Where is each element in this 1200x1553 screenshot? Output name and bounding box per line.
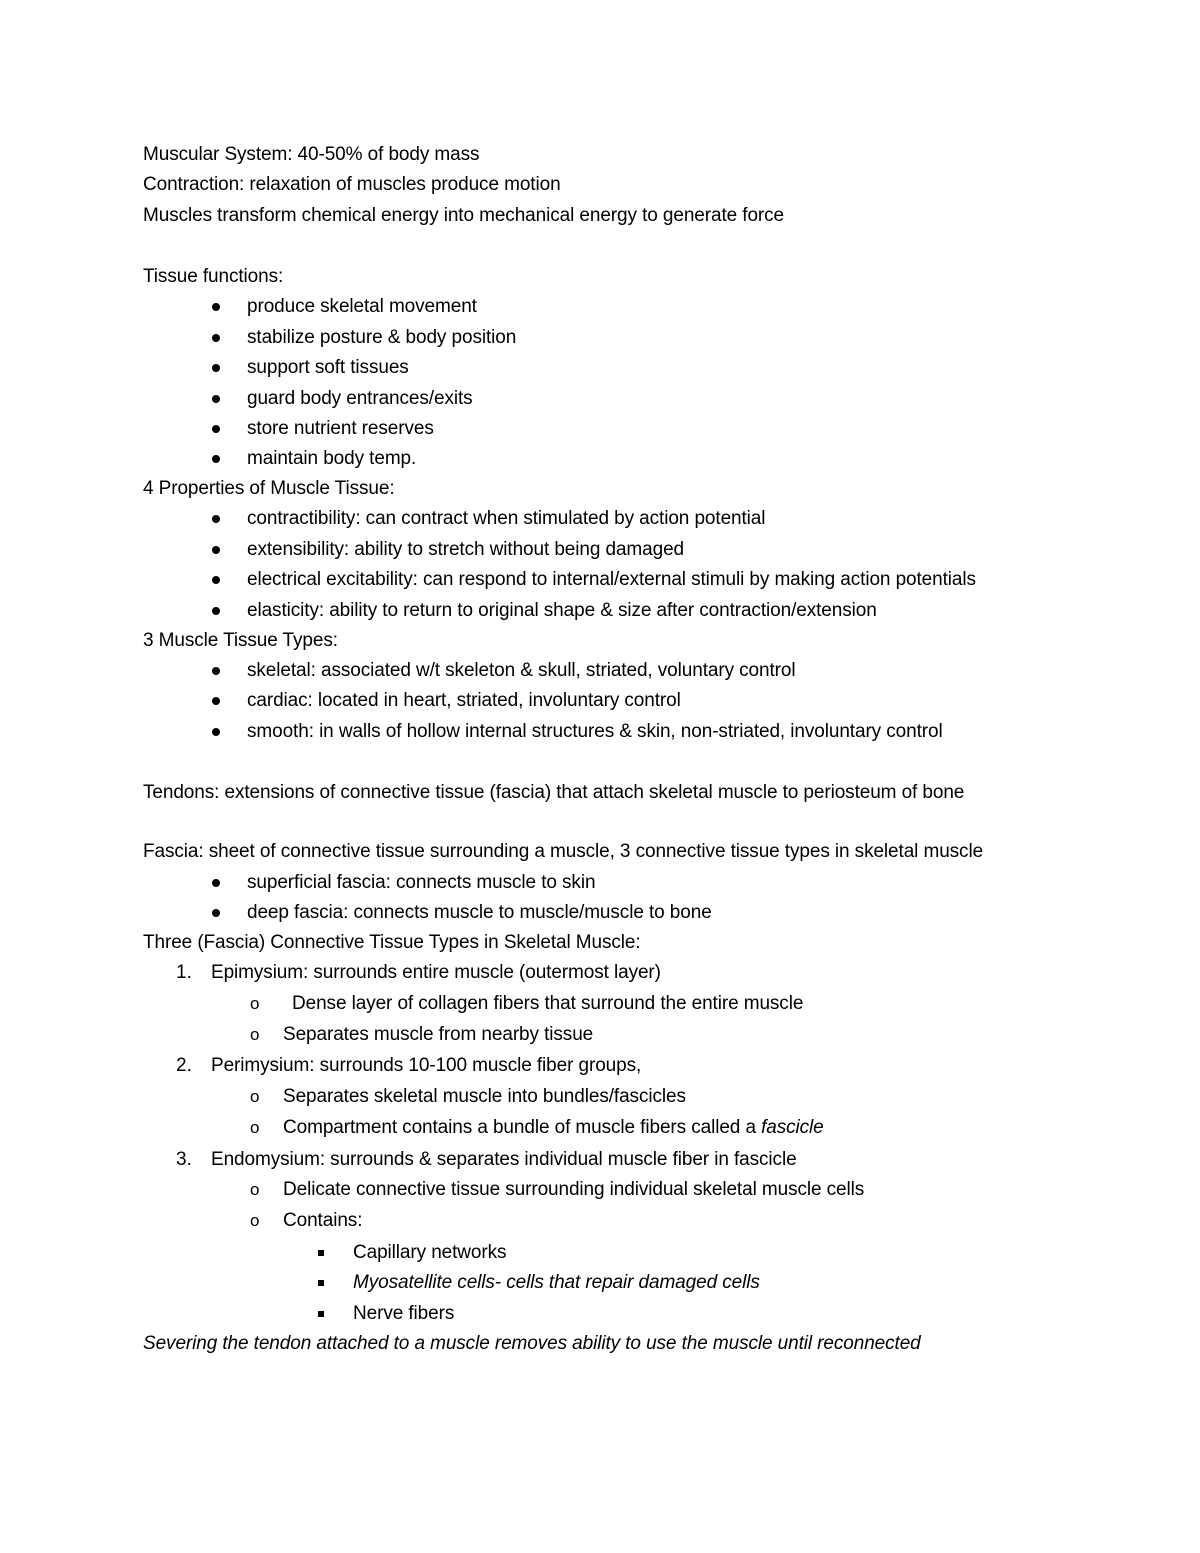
list-item: smooth: in walls of hollow internal structures & skin, non-striated, involuntary control	[247, 721, 943, 742]
list-item: support soft tissues	[247, 357, 409, 378]
square-bullet-icon	[318, 1280, 324, 1286]
bullet-icon	[212, 425, 220, 433]
list-number: 3.	[176, 1149, 192, 1170]
sub-list-item: Delicate connective tissue surrounding individual skeletal muscle cells	[283, 1179, 865, 1200]
bullet-icon	[212, 546, 220, 554]
list-item: guard body entrances/exits	[247, 388, 473, 409]
tissue-functions-heading: Tissue functions:	[143, 266, 284, 287]
tendons-paragraph: Tendons: extensions of connective tissue (fascia) that attach skeletal muscle to periosteum of bone	[143, 782, 965, 803]
list-item: Epimysium: surrounds entire muscle (outermost layer)	[211, 962, 661, 983]
list-item: Endomysium: surrounds & separates individual muscle fiber in fascicle	[211, 1149, 797, 1170]
tissue-types-heading: 3 Muscle Tissue Types:	[143, 630, 338, 651]
bullet-icon	[212, 909, 220, 917]
square-bullet-icon	[318, 1250, 324, 1256]
bullet-icon	[212, 697, 220, 705]
list-item: Perimysium: surrounds 10-100 muscle fiber groups,	[211, 1055, 642, 1076]
bullet-icon	[212, 667, 220, 675]
connective-types-heading: Three (Fascia) Connective Tissue Types in Skeletal Muscle:	[143, 932, 641, 953]
closing-note: Severing the tendon attached to a muscle removes ability to use the muscle until reconnected	[143, 1333, 921, 1354]
list-item: electrical excitability: can respond to internal/external stimuli by making action potentials	[247, 569, 976, 590]
sub-list-item: Separates skeletal muscle into bundles/fascicles	[283, 1086, 686, 1107]
bullet-icon	[212, 395, 220, 403]
sub-sub-list-item: Nerve fibers	[353, 1303, 455, 1324]
intro-line-3: Muscles transform chemical energy into mechanical energy to generate force	[143, 205, 785, 226]
sub-sub-list-item: Myosatellite cells- cells that repair damaged cells	[353, 1272, 760, 1293]
sub-list-item: Separates muscle from nearby tissue	[283, 1024, 594, 1045]
intro-line-1: Muscular System: 40-50% of body mass	[143, 144, 480, 165]
list-item: maintain body temp.	[247, 448, 417, 469]
circle-bullet-icon: o	[250, 1180, 260, 1199]
list-item: cardiac: located in heart, striated, involuntary control	[247, 690, 681, 711]
square-bullet-icon	[318, 1311, 324, 1317]
bullet-icon	[212, 576, 220, 584]
sub-list-item: Dense layer of collagen fibers that surround the entire muscle	[292, 993, 804, 1014]
circle-bullet-icon: o	[250, 1025, 260, 1044]
sub-list-item	[283, 1116, 824, 1140]
list-item: store nutrient reserves	[247, 418, 434, 439]
list-item: superficial fascia: connects muscle to skin	[247, 872, 596, 893]
circle-bullet-icon: o	[250, 1118, 260, 1137]
list-item: deep fascia: connects muscle to muscle/muscle to bone	[247, 902, 712, 923]
bullet-icon	[212, 607, 220, 615]
intro-line-2: Contraction: relaxation of muscles produce motion	[143, 174, 561, 195]
bullet-icon	[212, 879, 220, 887]
bullet-icon	[212, 364, 220, 372]
sub-sub-list-item: Capillary networks	[353, 1242, 507, 1263]
properties-heading: 4 Properties of Muscle Tissue:	[143, 478, 395, 499]
bullet-icon	[212, 728, 220, 736]
list-item: produce skeletal movement	[247, 296, 477, 317]
fascia-heading: Fascia: sheet of connective tissue surrounding a muscle, 3 connective tissue types in skeletal muscle	[143, 841, 984, 862]
list-item: contractibility: can contract when stimulated by action potential	[247, 508, 766, 529]
bullet-icon	[212, 334, 220, 342]
list-item: elasticity: ability to return to original shape & size after contraction/extension	[247, 600, 877, 621]
bullet-icon	[212, 303, 220, 311]
list-number: 1.	[176, 962, 192, 983]
sub-list-item-text: Compartment contains a bundle of muscle fibers called a	[283, 1117, 762, 1138]
bullet-icon	[212, 515, 220, 523]
circle-bullet-icon: o	[250, 1087, 260, 1106]
circle-bullet-icon: o	[250, 994, 260, 1013]
bullet-icon	[212, 455, 220, 463]
sub-list-item: Contains:	[283, 1210, 363, 1231]
circle-bullet-icon: o	[250, 1211, 260, 1230]
list-item: stabilize posture & body position	[247, 327, 517, 348]
list-item: extensibility: ability to stretch without being damaged	[247, 539, 685, 560]
list-item: skeletal: associated w/t skeleton & skull, striated, voluntary control	[247, 660, 796, 681]
emphasis-term: fascicle	[761, 1117, 824, 1138]
list-number: 2.	[176, 1055, 192, 1076]
